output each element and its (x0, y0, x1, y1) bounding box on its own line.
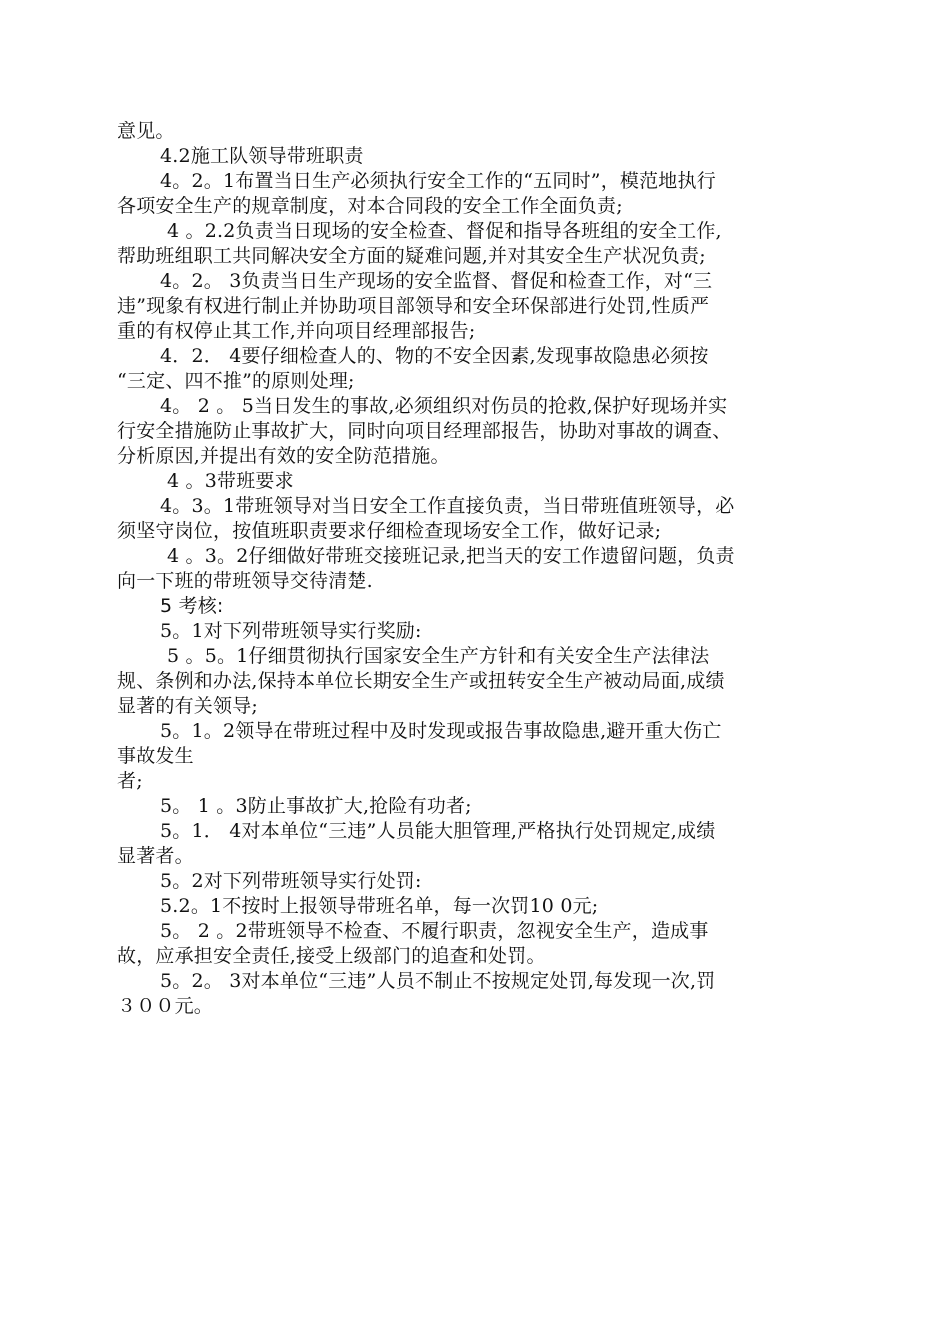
text-line: 5。2。 3对本单位“三违”人员不制止不按规定处罚,每发现一次,罚 (160, 970, 716, 992)
text-line: 5.2。1不按时上报领导带班名单，每一次罚10 0元; (160, 895, 599, 917)
text-line: 5 考核: (160, 595, 224, 617)
text-line: 违”现象有权进行制止并协助项目部领导和安全环保部进行处罚,性质严 (117, 295, 710, 317)
text-line: 5。1。2领导在带班过程中及时发现或报告事故隐患,避开重大伤亡 (160, 720, 722, 742)
text-line: 事故发生 (117, 745, 194, 767)
text-line: 须坚守岗位，按值班职责要求仔细检查现场安全工作，做好记录; (117, 520, 662, 542)
text-line: “三定、四不推”的原则处理; (117, 370, 355, 392)
text-line: 故，应承担安全责任,接受上级部门的追查和处罚。 (117, 945, 546, 967)
text-line: 显著者。 (117, 845, 194, 867)
text-line: 4 。3。2仔细做好带班交接班记录,把当天的安工作遗留问题，负责 (167, 545, 735, 567)
text-line: 各项安全生产的规章制度，对本合同段的安全工作全面负责; (117, 195, 623, 217)
text-line: 5 。5。1仔细贯彻执行国家安全生产方针和有关安全生产法律法 (167, 645, 710, 667)
text-line: 4.2施工队领导带班职责 (160, 145, 364, 167)
text-line: 4。2。 3负责当日生产现场的安全监督、督促和检查工作，对“三 (160, 270, 713, 292)
text-line: 行安全措施防止事故扩大，同时向项目经理部报告，协助对事故的调查、 (117, 420, 732, 442)
text-line: ３００元。 (117, 995, 214, 1017)
text-line: 分析原因,并提出有效的安全防范措施。 (117, 445, 450, 467)
text-line: 向一下班的带班领导交待清楚. (117, 570, 373, 592)
text-line: 5。2对下列带班领导实行处罚: (160, 870, 422, 892)
text-line: 规、条例和办法,保持本单位长期安全生产或扭转安全生产被动局面,成绩 (117, 670, 725, 692)
text-line: 5。1对下列带班领导实行奖励: (160, 620, 422, 642)
text-line: 4．2． 4要仔细检查人的、物的不安全因素,发现事故隐患必须按 (160, 345, 709, 367)
text-line: 4。3。1带班领导对当日安全工作直接负责，当日带班值班领导，必 (160, 495, 735, 517)
document-body (117, 119, 833, 1019)
text-line: 4。2。1布置当日生产必须执行安全工作的“五同时”，模范地执行 (160, 170, 716, 192)
text-line: 者; (117, 770, 143, 792)
text-line: 意见。 (117, 120, 175, 142)
text-line: 5。 1 。3防止事故扩大,抢险有功者; (160, 795, 472, 817)
text-line: 4。 2 。 5当日发生的事故,必须组织对伤员的抢救,保护好现场并实 (160, 395, 728, 417)
text-line: 5。 2 。2带班领导不检查、不履行职责，忽视安全生产，造成事 (160, 920, 709, 942)
text-line: 5。1． 4对本单位“三违”人员能大胆管理,严格执行处罚规定,成绩 (160, 820, 716, 842)
text-line: 4 。3带班要求 (167, 470, 294, 492)
text-line: 显著的有关领导; (117, 695, 259, 717)
text-line: 帮助班组职工共同解决安全方面的疑难问题,并对其安全生产状况负责; (117, 245, 706, 267)
text-line: 重的有权停止其工作,并向项目经理部报告; (117, 320, 476, 342)
text-line: 4 。2.2负责当日现场的安全检查、督促和指导各班组的安全工作, (167, 220, 722, 242)
